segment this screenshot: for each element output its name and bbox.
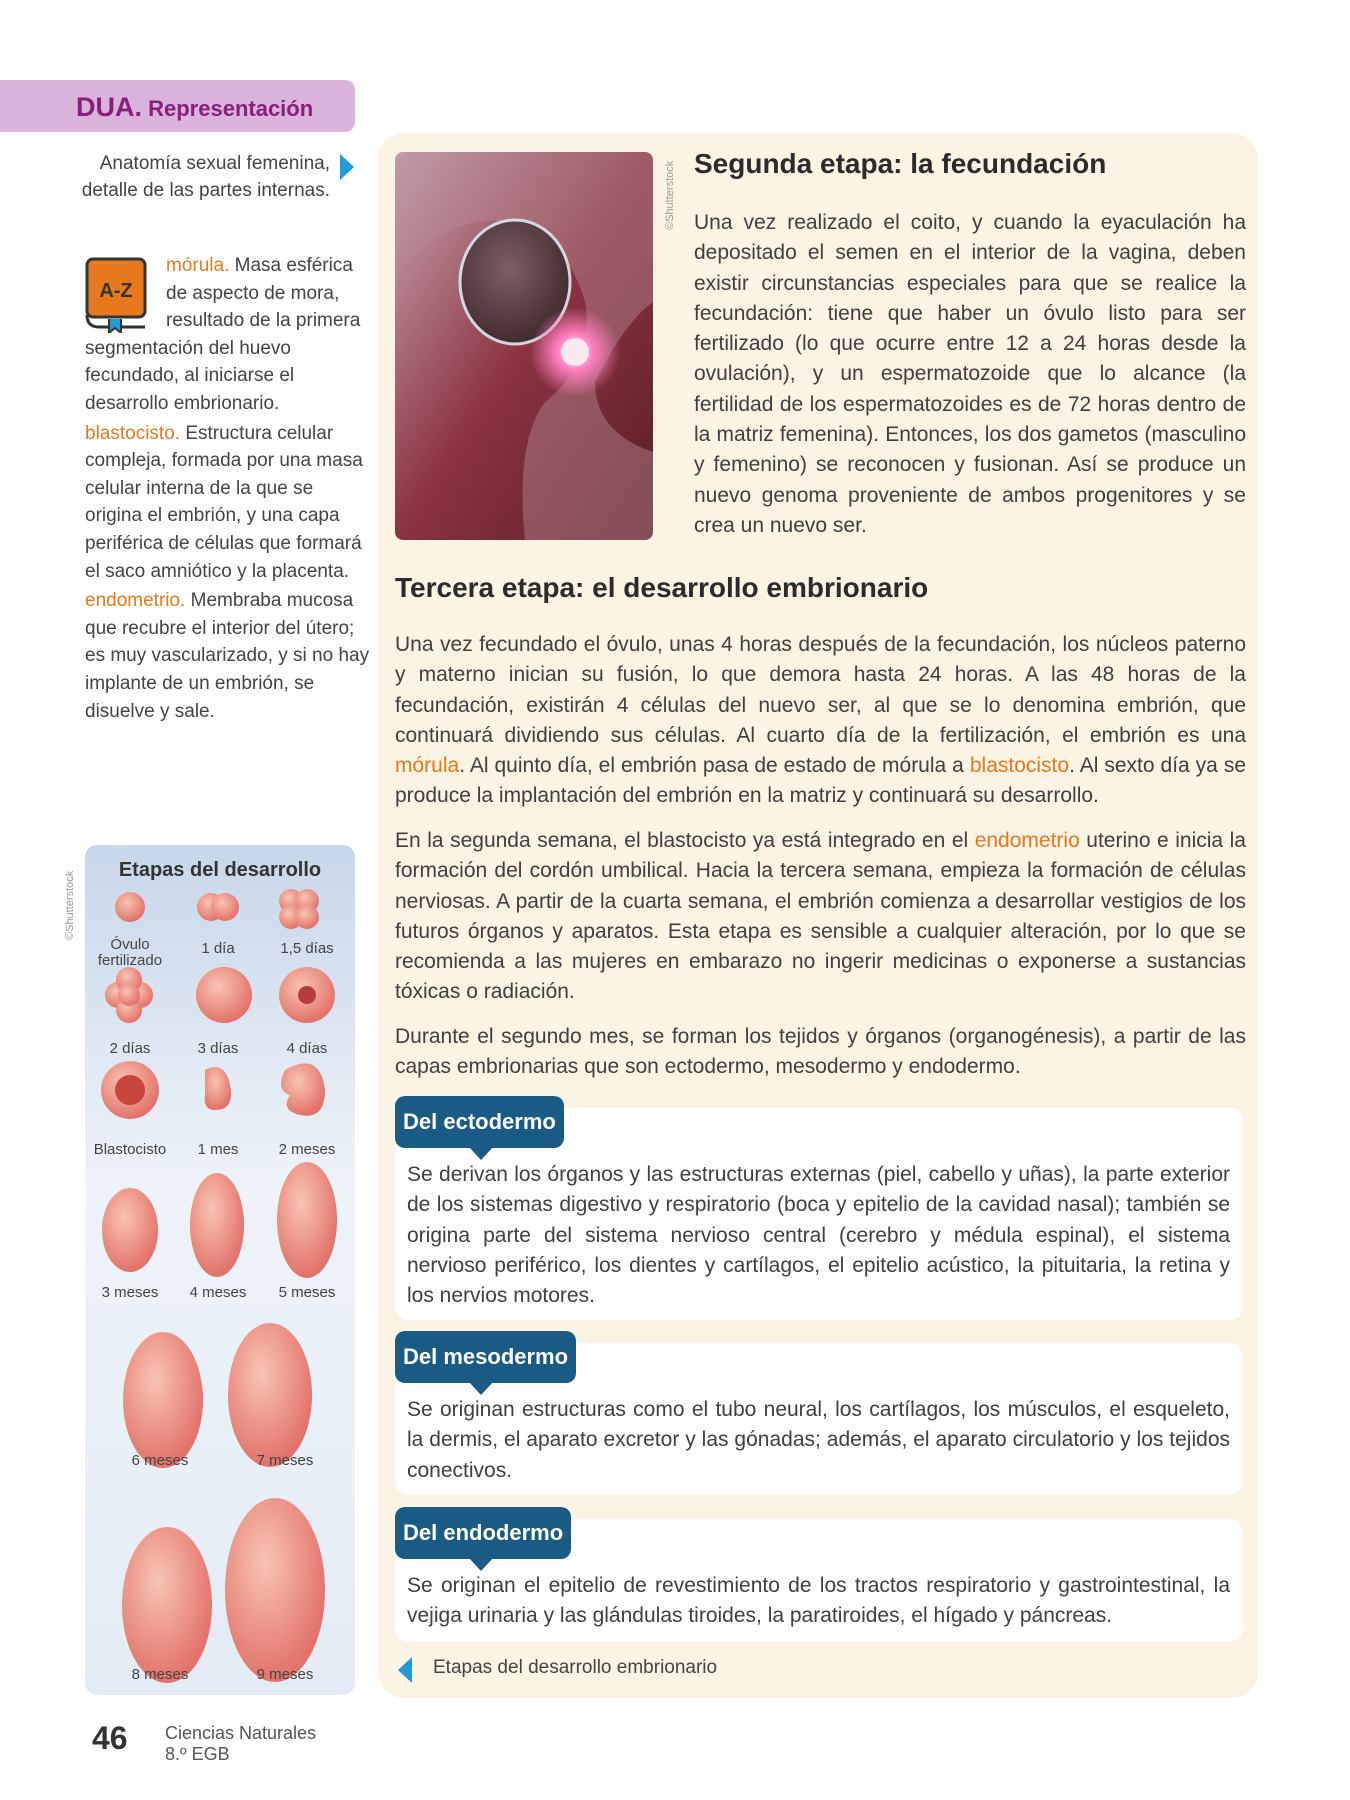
embryo-illustrations	[85, 845, 355, 1695]
stages-credit: ©Shutterstock	[64, 870, 76, 940]
mesodermo-tag: Del mesodermo	[395, 1331, 576, 1383]
p1-text-c: . Al sexto día ya se produce la implantación del embrión en la matriz y continuará su desarrollo.	[395, 754, 1247, 808]
ovulo-fertilizado-image	[115, 892, 145, 922]
dictionary-icon-label: A-Z	[99, 280, 133, 302]
glossary-morula-cont: segmentación del huevo fecundado, al iniciarse el desarrollo embrionario.	[85, 337, 295, 414]
four-months-image	[190, 1173, 244, 1277]
section2-body: Una vez realizado el coito, y cuando la eyaculación ha depositado el semen en el interior de la vagina, deben existir circunstancias especiales para que se realice la fecundación: tiene que haber un óvulo listo para ser fertilizado (lo que ocurre entre 12 a 24 horas desde la ovulación), y un espermatozoide que lo alcance (la fertilidad de los espermatozoides es de 72 horas dentro de la matriz femenina). Entonces, los dos gametos (masculino y femenino) se reconocen y fusionan. Así se produce un nuevo genoma proveniente de ambos progenitores y se crea un nuevo ser.	[694, 211, 1246, 537]
stage-label: 6 meses	[131, 1452, 189, 1469]
stage-label: 2 meses	[278, 1141, 336, 1158]
stage-label: 1 mes	[197, 1141, 239, 1158]
section3-title: Tercera etapa: el desarrollo embrionario	[395, 572, 929, 603]
stage-label: 5 meses	[278, 1284, 336, 1301]
stage-label: Blastocisto	[93, 1141, 167, 1158]
stage-label: 3 días	[197, 1040, 239, 1057]
two-months-image	[281, 1063, 325, 1115]
stage-label: 8 meses	[131, 1666, 189, 1683]
term-morula: mórula.	[166, 255, 230, 276]
one-day-image	[197, 893, 239, 921]
section3-paragraph-3: Durante el segundo mes, se forman los tejidos y órganos (organogénesis), a partir de las capas embrionarias que son ectodermo, mesodermo y endodermo.	[395, 1025, 1246, 1079]
endodermo-tag: Del endodermo	[395, 1507, 571, 1559]
glossary	[85, 252, 370, 727]
p1-text-a: Una vez fecundado el óvulo, unas 4 horas después de la fecundación, los núcleos paterno y materno inician su fusión, lo que demora hasta 24 horas. A las 48 horas de la fecundación, existirán 4 células del nuevo ser, al que se lo denomina embrión, que continuará dividiendo sus células. Al cuarto día de la fertilización, el embrión es una	[395, 633, 1246, 747]
stage-label: 9 meses	[256, 1666, 314, 1683]
nine-months-image	[225, 1498, 325, 1682]
glossary-endometrio	[85, 587, 370, 725]
p2-text-b: uterino e inicia la formación del cordón umbilical. Hacia la tercera semana, empieza la formación de células nerviosas. A partir de la cuarta semana, el embrión comienza a desarrollar vestigios de los futuros órganos y aparatos. Esta etapa es sensible a cualquier alteración, por lo que se recomienda a las mujeres en embarazo no ingerir medicinas o exponerse a sustancias tóxicas o radiación.	[395, 829, 1246, 1004]
development-stages-panel	[85, 845, 355, 1695]
dua-label: DUA.	[76, 92, 142, 122]
three-months-image	[102, 1188, 158, 1272]
p2-text-a: En la segunda semana, el blastocisto ya está integrado en el	[395, 829, 975, 852]
six-months-image	[123, 1332, 203, 1468]
ectodermo-text: Se derivan los órganos y las estructuras externas (piel, cabello y uñas), la parte exterior de los sistemas digestivo y respiratorio (boca y epitelio de la cavidad nasal); también se origina parte del sistema nervioso central (cerebro y médula espinal), el sistema nervioso periférico, los dientes y cartílagos, el epitelio acústico, la pituitaria, la retina y los nervios motores.	[407, 1163, 1230, 1308]
blastocisto-definition: Estructura celular compleja, formada por una masa celular interna de la que se origina el embrión, y una capa periférica de células que formará el saco amniótico y la placenta.	[85, 422, 363, 582]
morula-definition-a: Masa esférica de aspecto de mora, resultado de la primera	[166, 255, 361, 332]
term-endometrio: endometrio.	[85, 590, 186, 612]
one-month-image	[205, 1067, 231, 1110]
fertilization-photo	[395, 152, 653, 540]
footer-info	[165, 1723, 316, 1765]
footer-subject: Ciencias Naturales	[165, 1723, 317, 1743]
glossary-morula	[166, 252, 370, 335]
anatomy-caption: Anatomía sexual femenina, detalle de las partes internas.	[81, 153, 330, 201]
mesodermo-text: Se originan estructuras como el tubo neural, los cartílagos, los músculos, el esqueleto, la dermis, el aparato excretor y las gónadas; además, el aparato circulatorio y los tejidos conectivos.	[407, 1398, 1230, 1482]
page-number: 46	[92, 1720, 128, 1756]
link-morula: mórula	[395, 754, 460, 778]
dua-tab	[0, 80, 355, 132]
stage-label: 4 meses	[189, 1284, 247, 1301]
stage-label: 1,5 días	[280, 940, 334, 957]
figure-caption: Etapas del desarrollo embrionario	[433, 1657, 718, 1678]
one-half-day-image	[279, 889, 319, 929]
stage-label: 1 día	[201, 940, 235, 957]
stage-label: Óvulo fertilizado	[97, 936, 163, 969]
glossary-blastocisto	[85, 420, 370, 586]
two-days-image	[105, 967, 153, 1023]
term-blastocisto: blastocisto.	[85, 422, 181, 444]
seven-months-image	[228, 1323, 312, 1467]
eight-months-image	[122, 1527, 212, 1683]
stage-label: 3 meses	[101, 1284, 159, 1301]
three-days-image	[196, 967, 252, 1023]
endometrio-definition: Membraba mucosa que recubre el interior del útero; es muy vascularizado, y si no hay implante de un embrión, se disuelve y sale.	[85, 590, 370, 722]
endodermo-text: Se originan el epitelio de revestimiento de los tractos respiratorio y gastrointestinal, la vejiga urinaria y las glándulas tiroides, la paratiroides, el hígado y páncreas.	[407, 1574, 1230, 1628]
stages-title: Etapas del desarrollo	[118, 859, 322, 881]
footer-grade: 8.º EGB	[165, 1744, 230, 1764]
section2-title: Segunda etapa: la fecundación	[694, 148, 1107, 179]
stage-label: 7 meses	[256, 1452, 314, 1469]
p1-text-b: . Al quinto día, el embrión pasa de estado de mórula a	[459, 754, 970, 778]
pointer-left-icon	[398, 1657, 412, 1683]
dua-sublabel: Representación	[142, 96, 314, 121]
photo-credit: ©Shutterstock	[664, 160, 676, 230]
section3-paragraph-1	[395, 630, 1246, 812]
pointer-right-icon	[340, 154, 354, 180]
link-endometrio: endometrio	[974, 829, 1080, 852]
ectodermo-tag: Del ectodermo	[395, 1096, 564, 1148]
section3-paragraph-2	[395, 826, 1246, 1008]
link-blastocisto: blastocisto	[969, 754, 1070, 778]
stage-label: 4 días	[286, 1040, 328, 1057]
stage-label: 2 días	[109, 1040, 151, 1057]
five-months-image	[277, 1162, 337, 1278]
